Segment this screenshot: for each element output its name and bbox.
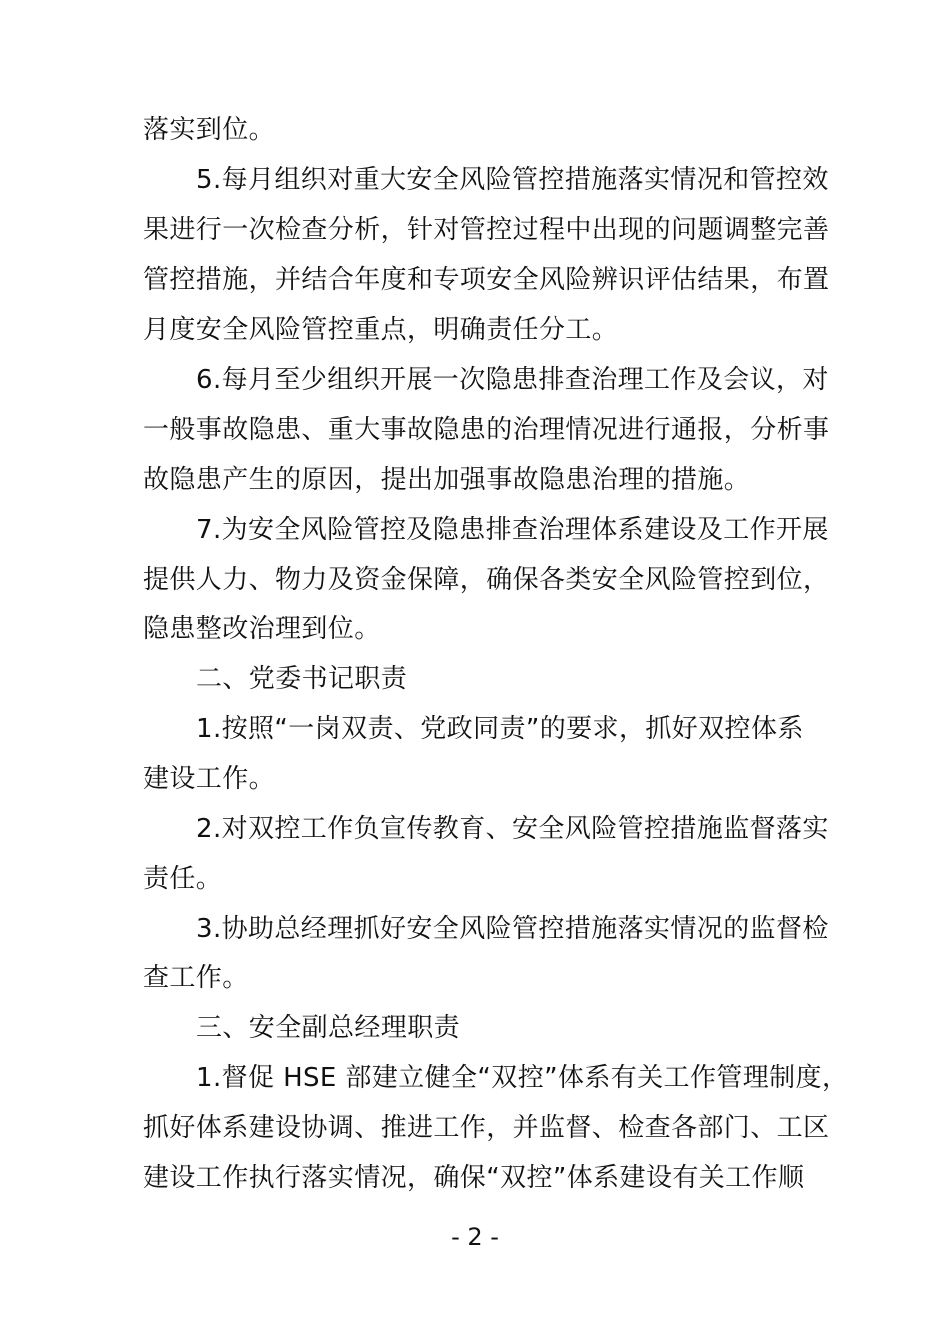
paragraph-line: 果进行一次检查分析，针对管控过程中出现的问题调整完善 [143, 215, 830, 245]
paragraph-line: 责任。 [143, 864, 223, 894]
paragraph-line: 建设工作。 [143, 764, 276, 794]
paragraph-line: 故隐患产生的原因，提出加强事故隐患治理的措施。 [143, 465, 751, 495]
paragraph-line: 一般事故隐患、重大事故隐患的治理情况进行通报，分析事 [143, 415, 830, 445]
paragraph-line: 月度安全风险管控重点，明确责任分工。 [143, 315, 619, 345]
paragraph-line: 建设工作执行落实情况，确保“双控”体系建设有关工作顺 [143, 1163, 805, 1193]
paragraph-line: 管控措施，并结合年度和专项安全风险辨识评估结果，布置 [143, 265, 830, 295]
paragraph-line: 落实到位。 [143, 115, 276, 145]
paragraph-line: 提供人力、物力及资金保障，确保各类安全风险管控到位， [143, 565, 830, 595]
paragraph-line: 2.对双控工作负宣传教育、安全风险管控措施监督落实 [196, 814, 829, 844]
paragraph-line: 1.督促 HSE 部建立健全“双控”体系有关工作管理制度， [196, 1063, 849, 1093]
paragraph-line: 5.每月组织对重大安全风险管控措施落实情况和管控效 [196, 165, 829, 195]
paragraph-line: 6.每月至少组织开展一次隐患排查治理工作及会议，对 [196, 365, 829, 395]
page-number: - 2 - [451, 1223, 499, 1251]
paragraph-line: 3.协助总经理抓好安全风险管控措施落实情况的监督检 [196, 914, 829, 944]
section-heading: 二、党委书记职责 [196, 664, 408, 694]
paragraph-line: 1.按照“一岗双责、党政同责”的要求，抓好双控体系 [196, 714, 804, 744]
paragraph-line: 7.为安全风险管控及隐患排查治理体系建设及工作开展 [196, 515, 829, 545]
section-heading: 三、安全副总经理职责 [196, 1013, 461, 1043]
paragraph-line: 查工作。 [143, 963, 249, 993]
paragraph-line: 抓好体系建设协调、推进工作，并监督、检查各部门、工区 [143, 1113, 830, 1143]
paragraph-line: 隐患整改治理到位。 [143, 614, 381, 644]
